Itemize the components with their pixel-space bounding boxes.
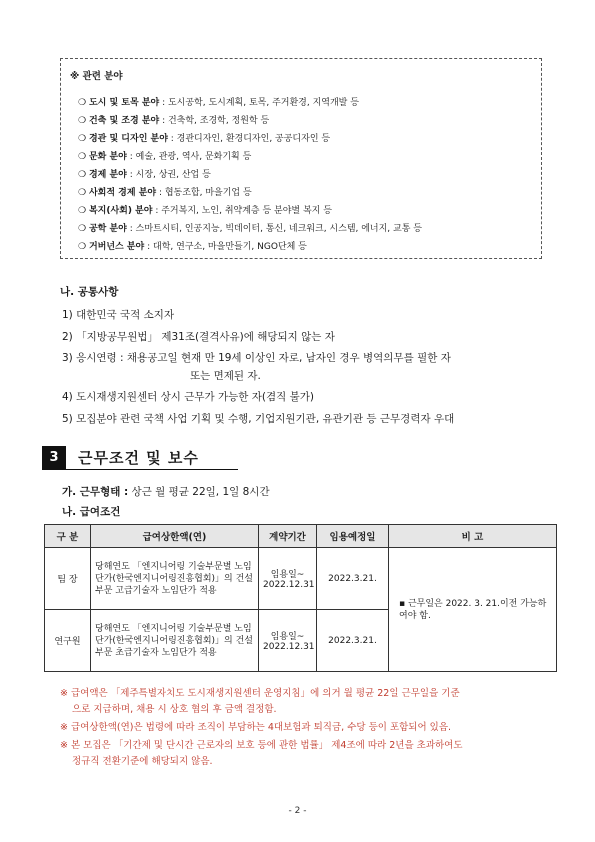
work-type: 가. 근무형태 : 상근 월 평균 22일, 1일 8시간: [62, 486, 270, 498]
note-2: ※ 급여상한액(연)은 법령에 따라 조직이 부담하는 4대보험과 퇴직금, 수당 등이 포함되어 있음.: [60, 722, 452, 733]
common-title: 나. 공통사항: [60, 286, 119, 298]
field-row-urban: ❍ 도시 및 토목 분야 : 도시공학, 도시계획, 토목, 주거환경, 지역개발 등: [78, 98, 359, 108]
cell-category: 팀 장: [45, 548, 91, 610]
header-category: 구 분: [45, 525, 91, 548]
header-period: 계약기간: [259, 525, 317, 548]
note-3-cont: 정규직 전환기준에 해당되지 않음.: [72, 756, 213, 767]
field-row-engineering: ❍ 공학 분야 : 스마트시티, 인공지능, 빅데이터, 통신, 네크워크, 시스템, 에너지, 교통 등: [78, 224, 422, 234]
note-1-cont: 으로 지급하며, 채용 시 상호 협의 후 금액 결정함.: [72, 704, 277, 715]
common-item-3-cont: 또는 면제된 자.: [190, 370, 261, 382]
common-item-1: 1) 대한민국 국적 소지자: [62, 309, 175, 321]
section-underline: [66, 469, 238, 470]
cell-period: 임용일~ 2022.12.31: [259, 610, 317, 672]
salary-table: [44, 524, 557, 672]
section-title: 근무조건 및 보수: [78, 449, 199, 467]
common-item-5: 5) 모집분야 관련 국책 사업 기획 및 수행, 기업지원기관, 유관기관 등 근무경력자 우대: [62, 413, 455, 425]
common-item-2: 2) 「지방공무원법」 제31조(결격사유)에 해당되지 않는 자: [62, 331, 335, 343]
field-row-design: ❍ 경관 및 디자인 분야 : 경관디자인, 환경디자인, 공공디자인 등: [78, 134, 331, 144]
related-fields-title: ※ 관련 분야: [70, 71, 123, 82]
field-row-social-economy: ❍ 사회적 경제 분야 : 협동조합, 마을기업 등: [78, 188, 252, 198]
cell-salary: 당해연도 「엔지니어링 기술부문별 노임단가(한국엔지니어링진흥협회)」의 건설부문 고급기술자 노임단가 적용: [91, 548, 259, 610]
table-header-row: [45, 525, 557, 548]
field-row-governance: ❍ 거버넌스 분야 : 대학, 연구소, 마을만들기, NGO단체 등: [78, 242, 307, 252]
cell-period: 임용일~ 2022.12.31: [259, 548, 317, 610]
cell-date: 2022.3.21.: [317, 610, 389, 672]
common-item-3: 3) 응시연령 : 채용공고일 현재 만 19세 이상인 자로, 남자인 경우 병역의무를 필한 자: [62, 352, 451, 364]
cell-salary: 당해연도 「엔지니어링 기술부문별 노임단가(한국엔지니어링진흥협회)」의 건설부문 초급기술자 노임단가 적용: [91, 610, 259, 672]
cell-date: 2022.3.21.: [317, 548, 389, 610]
field-row-architecture: ❍ 건축 및 조경 분야 : 건축학, 조경학, 정원학 등: [78, 116, 270, 126]
pay-title: 나. 급여조건: [62, 506, 121, 518]
cell-remark: ▪ 근무일은 2022. 3. 21.이전 가능하여야 함.: [389, 548, 557, 672]
field-row-welfare: ❍ 복지(사회) 분야 : 주거복지, 노인, 취약계층 등 분야별 복지 등: [78, 206, 332, 216]
cell-category: 연구원: [45, 610, 91, 672]
table-row: [45, 548, 557, 610]
field-row-economy: ❍ 경제 분야 : 시장, 상권, 산업 등: [78, 170, 211, 180]
common-item-4: 4) 도시재생지원센터 상시 근무가 가능한 자(겸직 불가): [62, 391, 315, 403]
header-salary: 급여상한액(연): [91, 525, 259, 548]
page-number: - 2 -: [288, 806, 307, 816]
field-row-culture: ❍ 문화 분야 : 예술, 관광, 역사, 문화기획 등: [78, 152, 252, 162]
section-number: 3: [42, 446, 66, 470]
header-remark: 비 고: [389, 525, 557, 548]
header-date: 임용예정일: [317, 525, 389, 548]
note-3: ※ 본 모집은 「기간제 및 단시간 근로자의 보호 등에 관한 법률」 제4조에 따라 2년을 초과하여도: [60, 740, 463, 751]
note-1: ※ 급여액은 「제주특별자치도 도시재생지원센터 운영지침」에 의거 월 평균 22일 근무일을 기준: [60, 688, 460, 699]
